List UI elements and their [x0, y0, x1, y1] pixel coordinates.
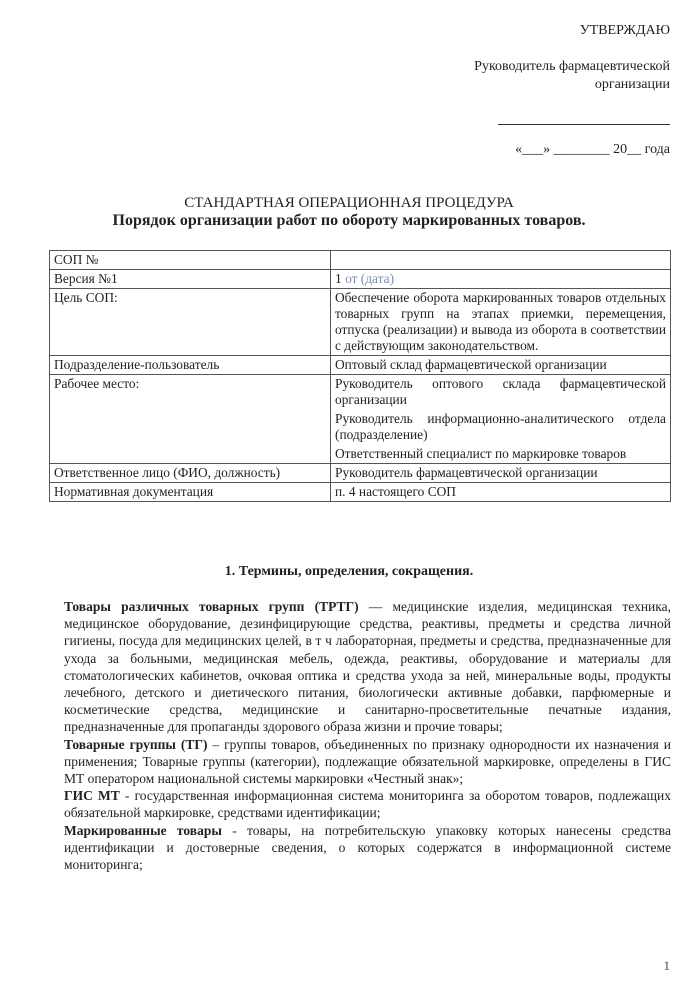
row-value: [331, 270, 671, 289]
title-line-2: Порядок организации работ по обороту маркированных товаров.: [112, 212, 586, 229]
approval-title: УТВЕРЖДАЮ: [579, 23, 670, 38]
approval-block: [410, 22, 670, 159]
table-row: [50, 375, 671, 464]
term-definition: - государственная информационная система мониторинга за оборотом товаров, подлежащих обязательной маркировке, средствами идентификации;: [64, 788, 671, 821]
term-paragraph: [64, 787, 671, 821]
row-key: СОП №: [50, 251, 331, 270]
row-key: Цель СОП:: [50, 289, 331, 356]
term-name: Товары различных товарных групп (ТРТГ): [64, 599, 359, 614]
term-paragraph: [64, 598, 671, 736]
signature-line: [498, 124, 670, 125]
title-line-1: СТАНДАРТНАЯ ОПЕРАЦИОННАЯ ПРОЦЕДУРА: [184, 195, 514, 211]
row-key: Подразделение-пользователь: [50, 356, 331, 375]
row-value: п. 4 настоящего СОП: [331, 483, 671, 502]
table-row: [50, 251, 671, 270]
table-row: [50, 289, 671, 356]
row-value: [331, 375, 671, 464]
page-number: 1: [663, 958, 670, 973]
term-paragraph: [64, 822, 671, 874]
row-key: Нормативная документация: [50, 483, 331, 502]
term-definition: – группы товаров, объединенных по признаку однородности их назначения и применения; Товарные группы (категории), подлежащие обязательной маркировке, определены в ГИС МТ оператором национальной системы маркировки «Честный знак»;: [64, 736, 671, 787]
row-value: Руководитель фармацевтической организации: [331, 464, 671, 483]
term-name: Товарные группы (ТГ): [64, 736, 208, 752]
workplace-item: Ответственный специалист по маркировке товаров: [335, 446, 627, 461]
row-value: Оптовый склад фармацевтической организации: [331, 356, 671, 375]
version-date-placeholder: от (дата): [345, 271, 395, 286]
workplace-item: Руководитель информационно-аналитического отдела (подразделение): [335, 411, 666, 442]
workplace-item: Руководитель оптового склада фармацевтической организации: [335, 376, 666, 407]
row-key: Ответственное лицо (ФИО, должность): [50, 464, 331, 483]
sop-info-table: [49, 250, 671, 502]
document-title: [0, 194, 698, 230]
section-title: 1. Термины, определения, сокращения.: [224, 564, 474, 579]
term-name: Маркированные товары: [64, 822, 222, 838]
approval-position: Руководитель фармацевтической организации: [474, 59, 670, 92]
row-key: Версия №1: [50, 270, 331, 289]
term-paragraph: [64, 736, 671, 788]
table-row: [50, 270, 671, 289]
term-definition: — медицинские изделия, медицинская техника, медицинское оборудование, дезинфицирующие средства, реактивы, предметы и средства личной гигиены, посуда для медицинских целей, в т ч лабораторная, предметы и средства, предназначенные для ухода за больными, медицинская мебель, одежда, реактивы, оборудование и материалы для стоматологических кабинетов, очковая оптика и средства ухода за ней, минеральные воды, продукты лечебного, детского и диетического питания, биологически активные добавки, парфюмерные и косметические средства, медицинские и санитарно-просветительные печатные издания, предназначенные для пропаганды здорового образа жизни и прочие товары;: [64, 599, 672, 735]
table-row: [50, 356, 671, 375]
table-row: [50, 464, 671, 483]
term-name: ГИС МТ: [64, 788, 120, 804]
table-row: [50, 483, 671, 502]
approval-date: «___» ________ 20__ года: [515, 142, 670, 157]
terms-list: [64, 598, 671, 873]
row-value: [331, 251, 671, 270]
version-number: 1: [335, 271, 342, 286]
row-key: Рабочее место:: [50, 375, 331, 464]
term-definition: - товары, на потребительскую упаковку которых нанесены средства идентификации и достоверные сведения, о которых содержатся в информационной системе мониторинга;: [64, 822, 671, 873]
row-value: Обеспечение оборота маркированных товаров отдельных товарных групп на этапах приемки, перемещения, отпуска (реализации) и вывода из оборота в соответствии с действующим законодательством.: [331, 289, 671, 356]
